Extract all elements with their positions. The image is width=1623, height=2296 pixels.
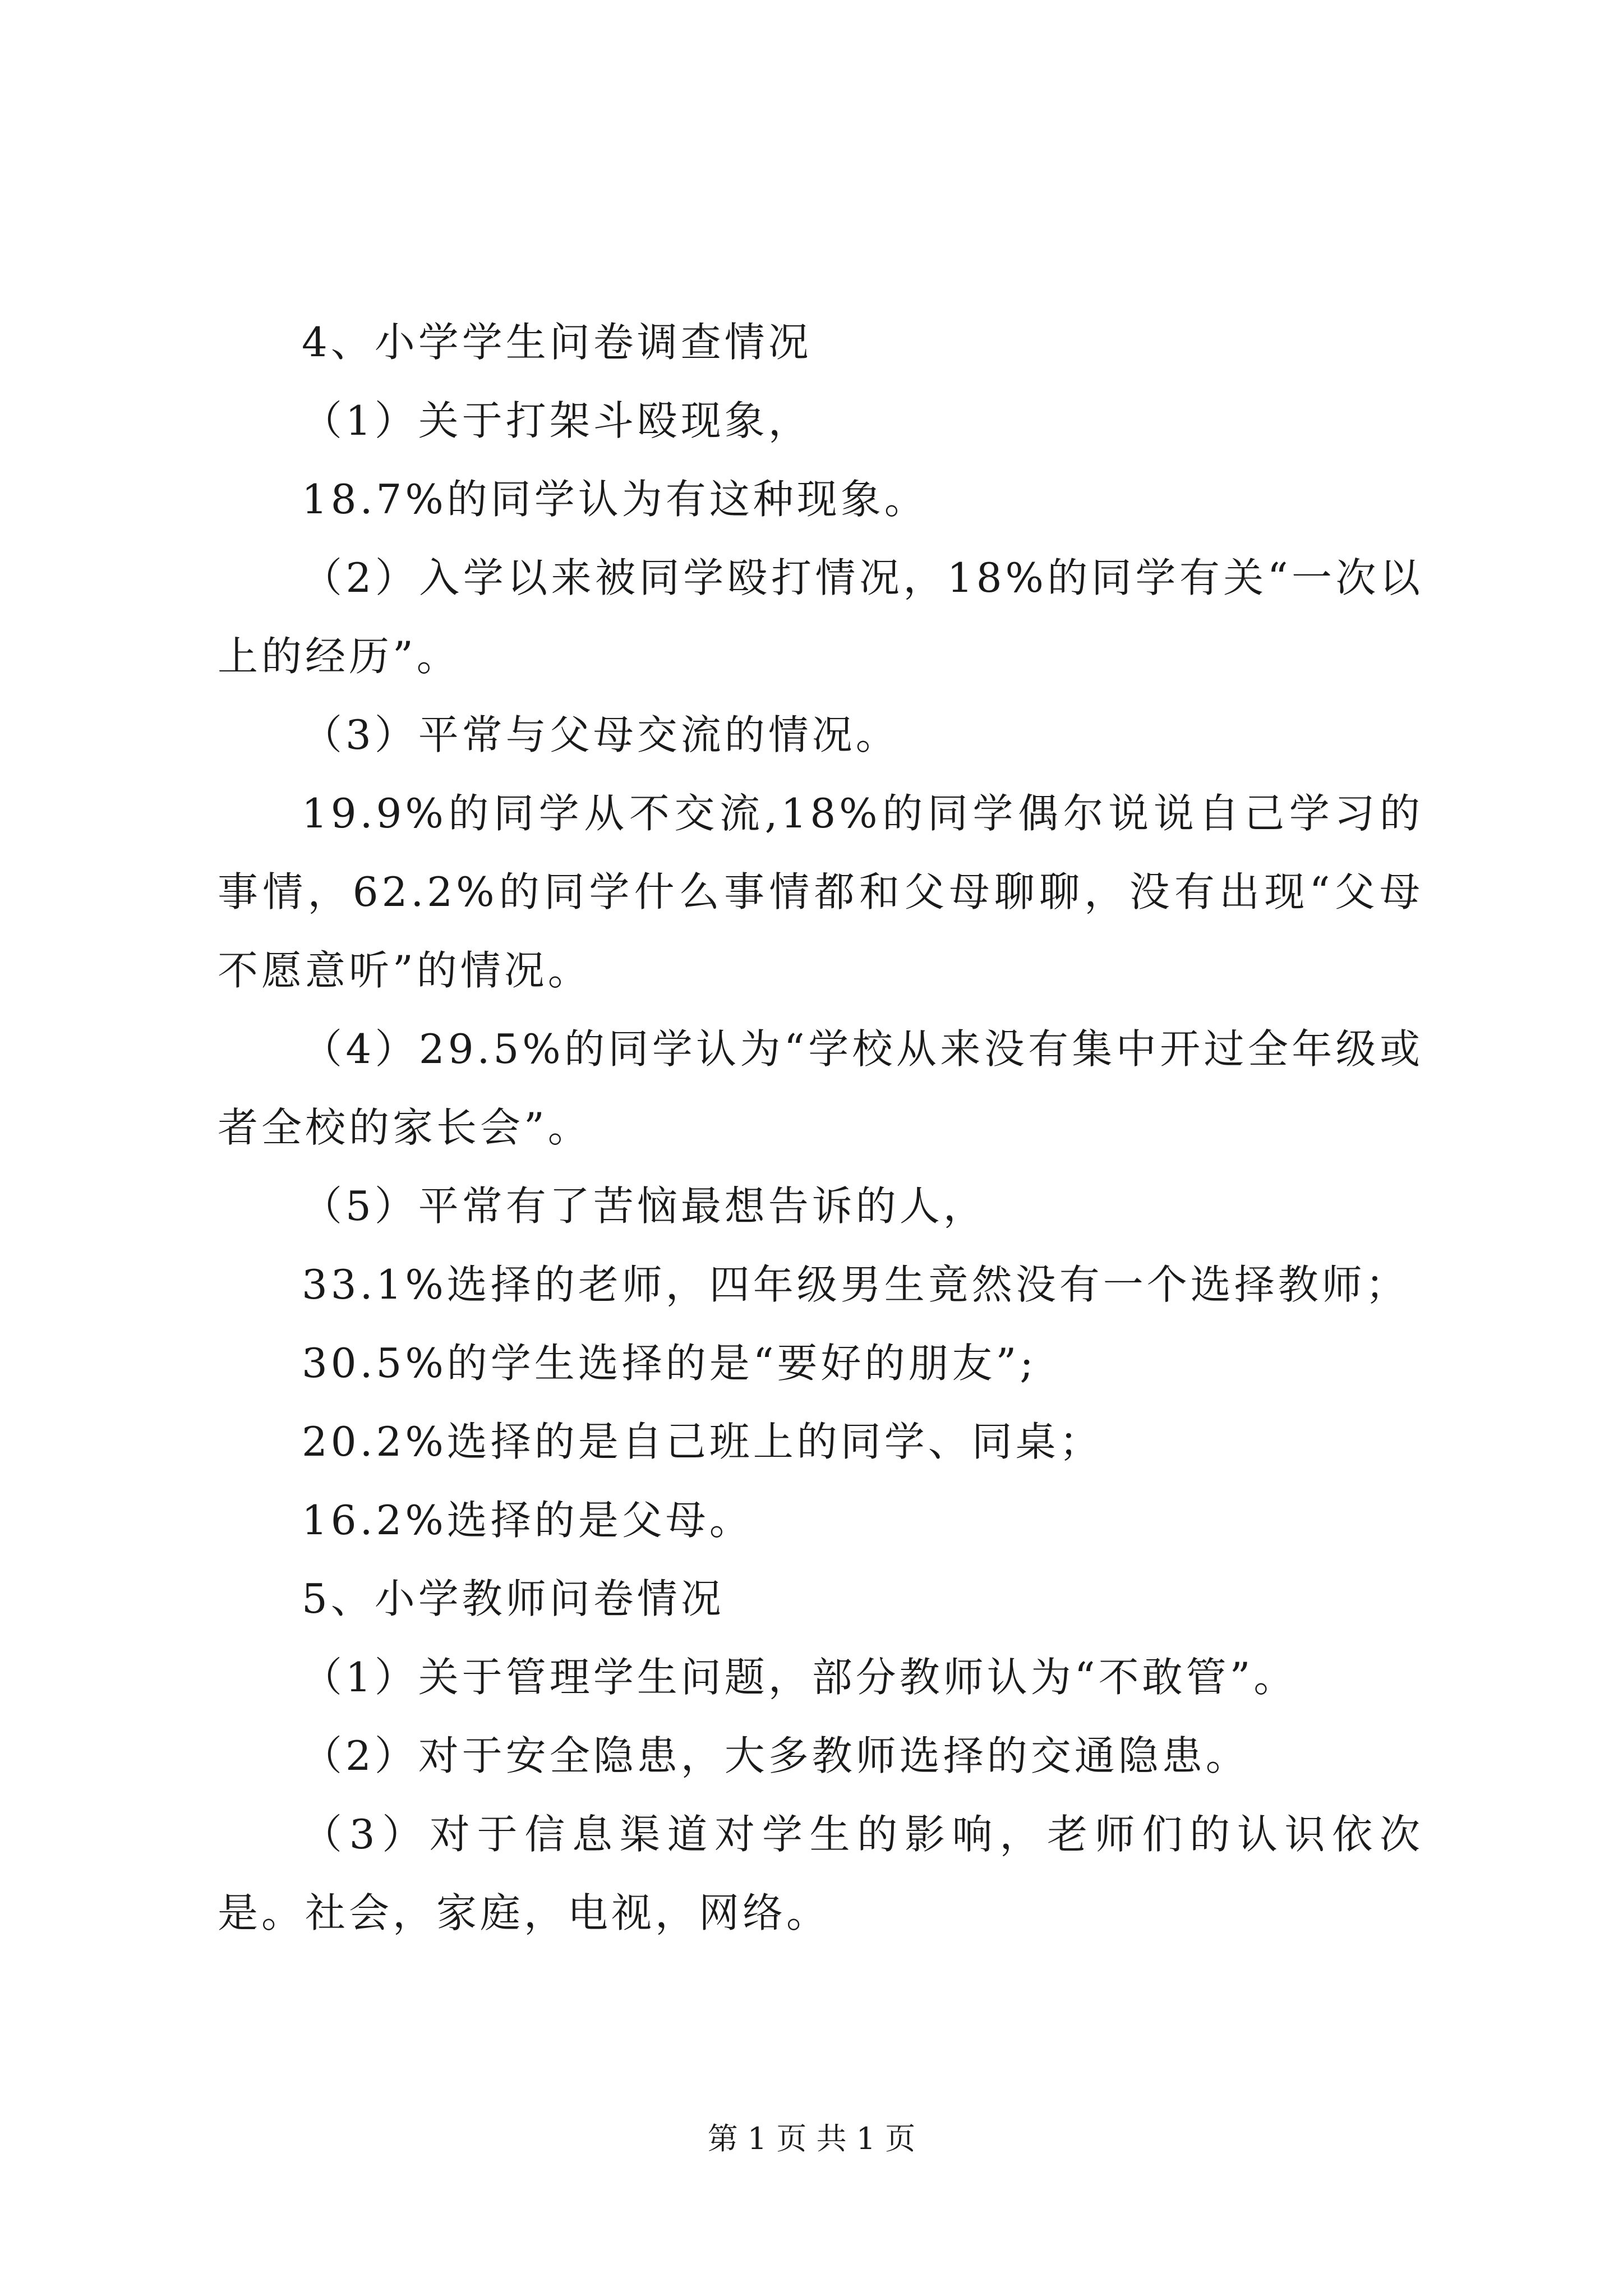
paragraph-section-5-heading: 5、小学教师问卷情况 bbox=[302, 1575, 725, 1622]
paragraph-teacher-item-3: （3）对于信息渠道对学生的影响，老师们的认识依次是。社会，家庭，电视，网络。 bbox=[218, 1811, 1423, 1936]
paragraph-section-4-heading: 4、小学学生问卷调查情况 bbox=[302, 319, 812, 366]
paragraph-item-3: （3）平常与父母交流的情况。 bbox=[302, 711, 900, 758]
paragraph-item-1: （1）关于打架斗殴现象， bbox=[302, 397, 812, 444]
paragraph-teacher-item-2: （2）对于安全隐患，大多教师选择的交通隐患。 bbox=[302, 1732, 1249, 1779]
paragraph-item-1-result: 18.7%的同学认为有这种现象。 bbox=[302, 476, 928, 523]
paragraph-item-5-result-2: 30.5%的学生选择的是“要好的朋友”; bbox=[302, 1340, 1037, 1387]
document-body bbox=[218, 303, 1423, 1952]
paragraph-item-5-result-1: 33.1%选择的老师，四年级男生竟然没有一个选择教师； bbox=[302, 1261, 1409, 1308]
paragraph-item-4: （4）29.5%的同学认为“学校从来没有集中开过全年级或者全校的家长会”。 bbox=[218, 1025, 1423, 1151]
paragraph-teacher-item-1: （1）关于管理学生问题，部分教师认为“不敢管”。 bbox=[302, 1654, 1298, 1701]
paragraph-item-3-result: 19.9%的同学从不交流,18%的同学偶尔说说自己学习的事情，62.2%的同学什么事情都和父母聊聊，没有出现“父母不愿意听”的情况。 bbox=[218, 790, 1423, 994]
page-footer: 第 1 页 共 1 页 bbox=[707, 2121, 916, 2156]
paragraph-item-5-result-4: 16.2%选择的是父母。 bbox=[302, 1497, 753, 1544]
paragraph-item-5: （5）平常有了苦恼最想告诉的人， bbox=[302, 1182, 987, 1230]
paragraph-item-2: （2）入学以来被同学殴打情况，18%的同学有关“一次以上的经历”。 bbox=[218, 554, 1423, 680]
paragraph-item-5-result-3: 20.2%选择的是自己班上的同学、同桌； bbox=[302, 1418, 1103, 1465]
